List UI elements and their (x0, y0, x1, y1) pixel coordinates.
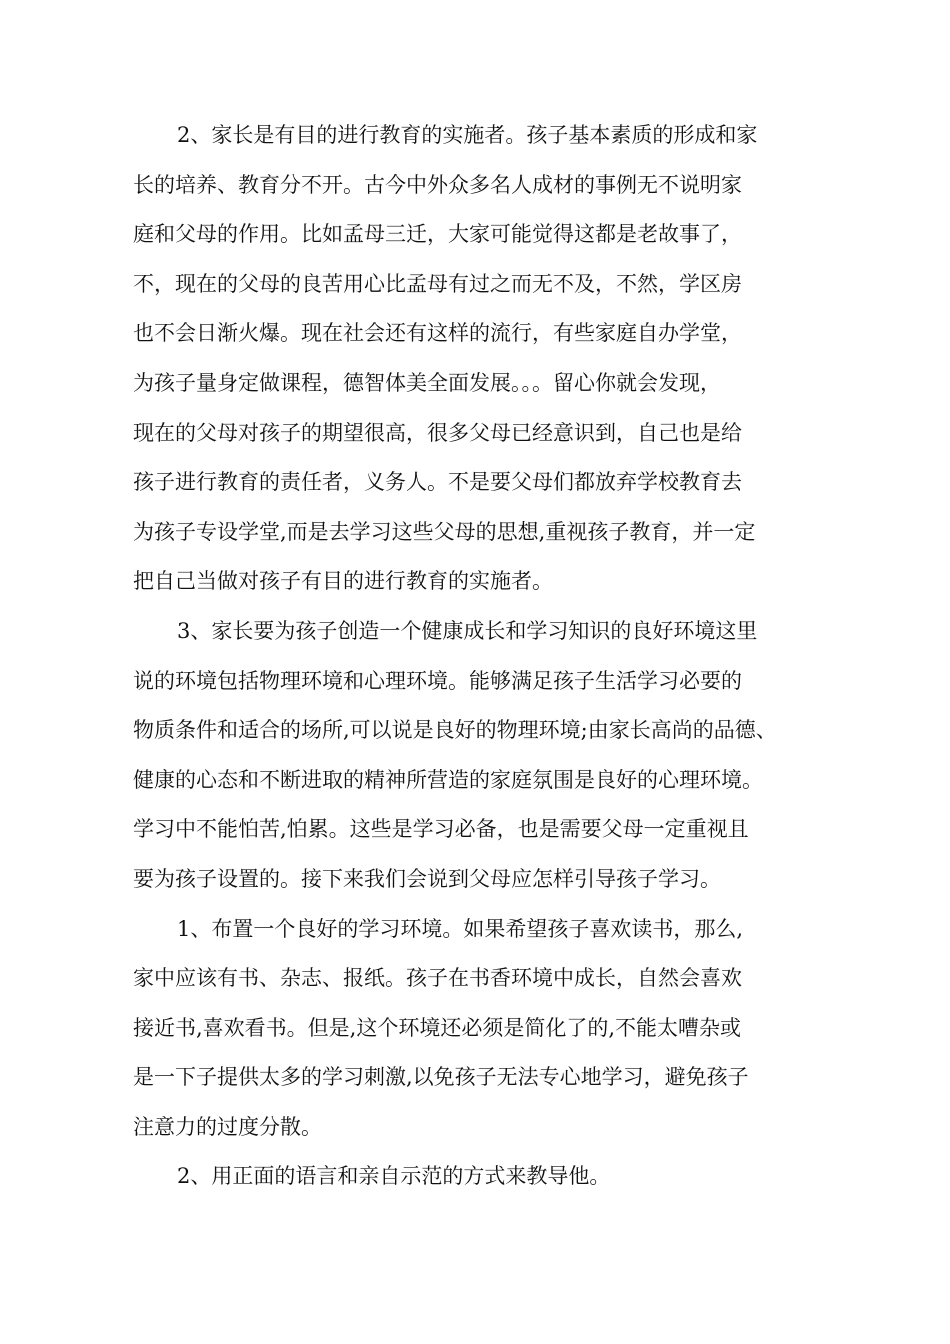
paragraph-line: 庭和父母的作用。比如孟母三迁，大家可能觉得这都是老故事了， (133, 222, 742, 247)
paragraph-line: 物质条件和适合的场所,可以说是良好的物理环境;由家长高尚的品德、 (133, 718, 777, 743)
paragraph-line: 为孩子量身定做课程，德智体美全面发展。。。留心你就会发现， (133, 370, 721, 395)
paragraph-3 (133, 905, 833, 1153)
paragraph-line: 2、用正面的语言和亲自示范的方式来教导他。 (177, 1164, 611, 1189)
paragraph-line: 是一下子提供太多的学习刺激,以免孩子无法专心地学习，避免孩子 (133, 1065, 749, 1090)
paragraph-line: 要为孩子设置的。接下来我们会说到父母应怎样引导孩子学习。 (133, 866, 721, 891)
paragraph-line: 3、家长要为孩子创造一个健康成长和学习知识的良好环境这里 (177, 618, 758, 643)
paragraph-1 (133, 111, 833, 607)
paragraph-line: 注意力的过度分散。 (133, 1114, 322, 1139)
paragraph-4 (133, 1152, 833, 1202)
paragraph-line: 2、家长是有目的进行教育的实施者。孩子基本素质的形成和家 (177, 123, 758, 147)
paragraph-line: 为孩子专设学堂,而是去学习这些父母的思想,重视孩子教育，并一定 (133, 519, 756, 544)
paragraph-line: 健康的心态和不断进取的精神所营造的家庭氛围是良好的心理环境。 (133, 767, 763, 792)
paragraph-line: 1、布置一个良好的学习环境。如果希望孩子喜欢读书，那么, (177, 916, 744, 941)
paragraph-line: 现在的父母对孩子的期望很高，很多父母已经意识到，自己也是给 (133, 420, 742, 445)
paragraph-line: 把自己当做对孩子有目的进行教育的实施者。 (133, 569, 553, 594)
paragraph-2 (133, 607, 833, 905)
paragraph-line: 家中应该有书、杂志、报纸。孩子在书香环境中成长，自然会喜欢 (133, 966, 742, 991)
paragraph-line: 不，现在的父母的良苦用心比孟母有过之而无不及，不然，学区房 (133, 271, 742, 296)
paragraph-line: 学习中不能怕苦,怕累。这些是学习必备，也是需要父母一定重视且 (133, 817, 749, 842)
paragraph-line: 也不会日渐火爆。现在社会还有这样的流行，有些家庭自办学堂， (133, 321, 742, 346)
paragraph-line: 孩子进行教育的责任者，义务人。不是要父母们都放弃学校教育去 (133, 470, 742, 495)
paragraph-line: 说的环境包括物理环境和心理环境。能够满足孩子生活学习必要的 (133, 668, 742, 693)
document-body (133, 111, 833, 1202)
paragraph-line: 长的培养、教育分不开。古今中外众多名人成材的事例无不说明家 (133, 172, 742, 197)
paragraph-line: 接近书,喜欢看书。但是,这个环境还必须是简化了的,不能太嘈杂或 (133, 1015, 742, 1040)
